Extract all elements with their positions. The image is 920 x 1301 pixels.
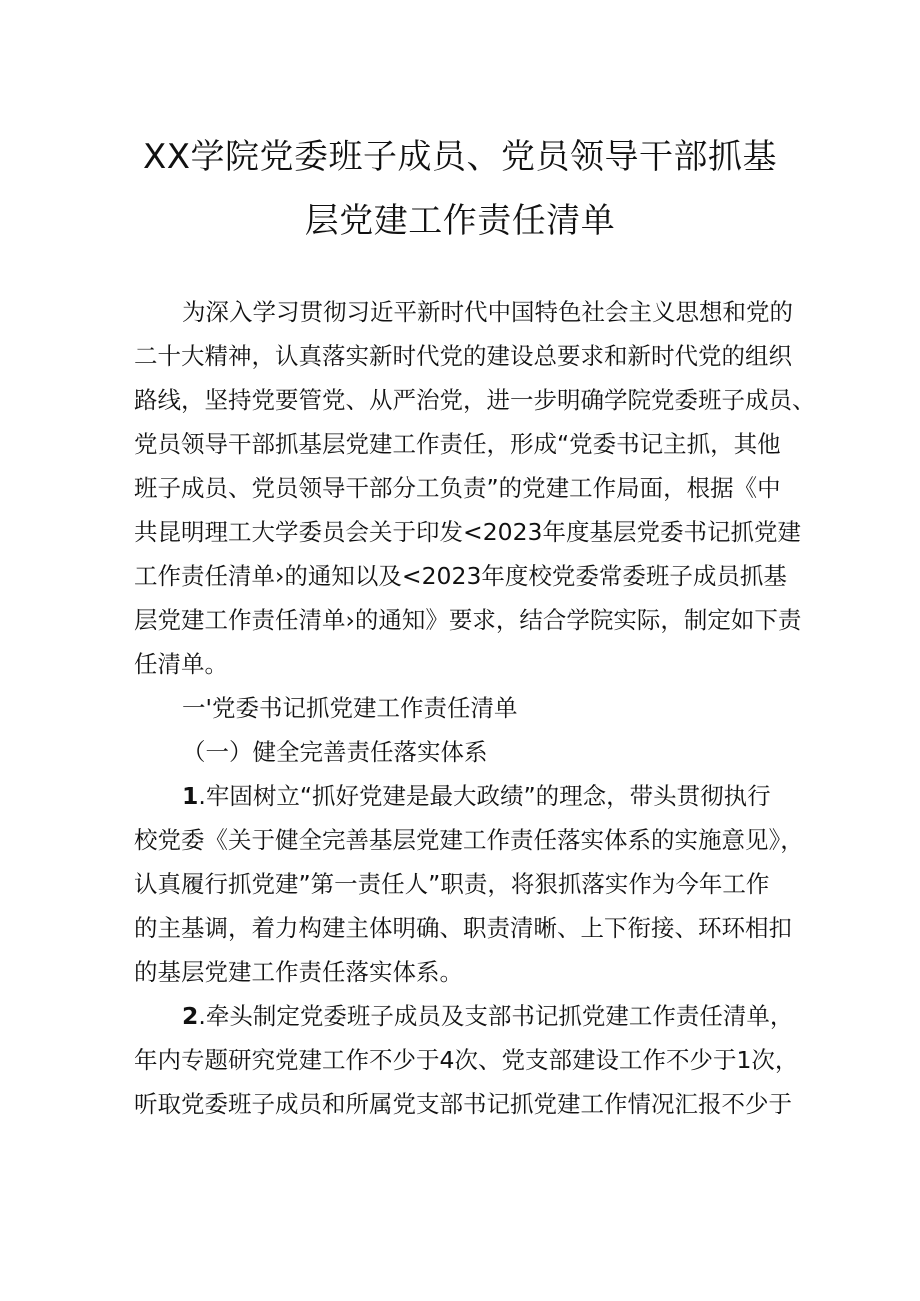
intro-paragraph-line: 共昆明理工大学委员会关于印发<2023年度基层党委书记抓党建 — [134, 518, 801, 546]
item-1-line: 认真履行抓党建”第一责任人”职责，将狠抓落实作为今年工作 — [134, 870, 770, 898]
intro-paragraph-line: 任清单。 — [134, 650, 228, 678]
item-1-text: .牢固树立“抓好党建是最大政绩”的理念，带头贯彻执行 — [198, 782, 771, 810]
intro-paragraph-line: 路线，坚持党要管党、从严治党，进一步明确学院党委班子成员、 — [134, 386, 816, 414]
item-1-line: 的主基调，着力构建主体明确、职责清晰、上下衔接、环环相扣 — [134, 914, 792, 942]
intro-paragraph-line: 二十大精神，认真落实新时代党的建设总要求和新时代党的组织 — [134, 342, 792, 370]
intro-paragraph-line: 层党建工作责任清单›的通知》要求，结合学院实际，制定如下责 — [134, 606, 802, 634]
item-2-line: 听取党委班子成员和所属党支部书记抓党建工作情况汇报不少于 — [134, 1090, 792, 1118]
item-2-number: 2 — [182, 1002, 199, 1030]
intro-paragraph-line: 为深入学习贯彻习近平新时代中国特色社会主义思想和党的 — [182, 298, 793, 326]
item-2-text: .牵头制定党委班子成员及支部书记抓党建工作责任清单， — [198, 1002, 794, 1030]
item-1-line: 的基层党建工作责任落实体系。 — [134, 958, 463, 986]
item-1-line — [182, 774, 771, 818]
item-2-line — [182, 994, 793, 1038]
section-heading: 一'党委书记抓党建工作责任清单 — [182, 694, 518, 722]
subsection-heading: （一）健全完善责任落实体系 — [182, 738, 488, 766]
document-title-line-1: XX学院党委班子成员、党员领导干部抓基 — [142, 137, 778, 177]
intro-paragraph-line: 党员领导干部抓基层党建工作责任，形成“党委书记主抓，其他 — [134, 430, 781, 458]
item-1-line: 校党委《关于健全完善基层党建工作责任落实体系的实施意见》， — [134, 826, 804, 854]
intro-paragraph-line: 工作责任清单›的通知以及<2023年度校党委常委班子成员抓基 — [134, 562, 787, 590]
intro-paragraph-line: 班子成员、党员领导干部分工负责”的党建工作局面，根据《中 — [134, 474, 781, 502]
document-title-line-2: 层党建工作责任清单 — [304, 201, 616, 241]
item-2-line: 年内专题研究党建工作不少于4次、党支部建设工作不少于1次， — [134, 1046, 799, 1074]
item-1-number: 1 — [182, 782, 199, 810]
